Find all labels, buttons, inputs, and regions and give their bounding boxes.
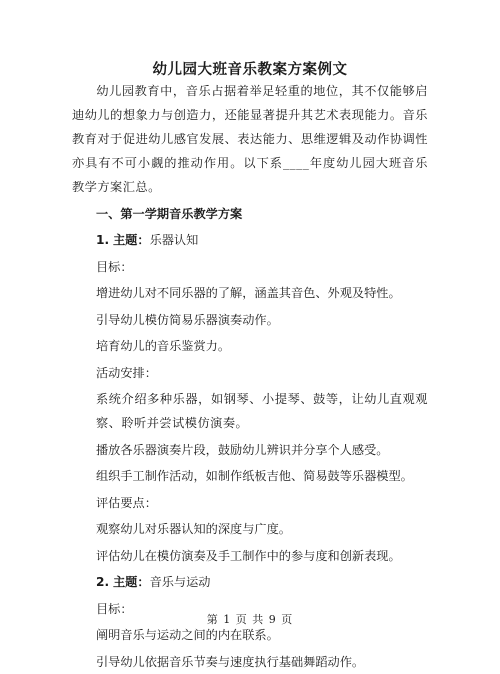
topic-2-goal-1: 阐明音乐与运动之间的内在联系。 [96,628,279,642]
page-footer: 第 1 页 共 9 页 [206,613,294,626]
topic-1-activity-1: 系统介绍多种乐器，如钢琴、小提琴、鼓等，让幼儿直观观察、聆听并尝试模仿演奏。 [96,392,428,430]
topic-2-number: 2. [96,575,110,589]
topic-1-eval-2: 评估幼儿在模仿演奏及手工制作中的参与度和创新表现。 [96,548,401,563]
topic-1-goal-3: 培育幼儿的音乐鉴赏力。 [96,339,231,353]
topic-1-value: 乐器认知 [149,233,199,247]
topic-1-number: 1. [96,233,110,247]
topic-1-activity-3: 组织手工制作活动，如制作纸板吉他、简易鼓等乐器模型。 [96,469,413,483]
topic-2-label: 主题： [113,575,150,589]
topic-2-value: 音乐与运动 [149,575,211,589]
topic-1-label: 主题： [113,233,150,247]
topic-1-goals-label: 目标： [96,259,133,274]
topic-1-goal-1: 增进幼儿对不同乐器的了解，涵盖其音色、外观及特性。 [96,286,401,300]
topic-2-heading [72,568,428,595]
section-heading: 一、第一学期音乐教学方案 [96,206,243,221]
topic-1-eval-label: 评估要点： [96,495,157,510]
topic-1-goal-2: 引导幼儿模仿简易乐器演奏动作。 [96,312,279,327]
intro-paragraph: 幼儿园教育中，音乐占据着举足轻重的地位，其不仅能够启迪幼儿的想象力与创造力，还能显著提升其艺术表现能力。音乐教育对于促进幼儿感官发展、表达能力、思维逻辑及动作协调性亦具有不可小觑的推动作用。以下系____年度幼儿园大班音乐教学方案汇总。 [72,84,428,194]
topic-1-activities-label: 活动安排： [96,365,157,380]
topic-1-heading [72,226,428,253]
topic-1-eval-1: 观察幼儿对乐器认知的深度与广度。 [96,522,291,536]
document-title: 幼儿园大班音乐教案方案例文 [152,62,348,78]
topic-2-goal-2: 引导幼儿依据音乐节奏与速度执行基础舞蹈动作。 [96,654,365,669]
topic-2-goals-label: 目标： [96,601,133,616]
topic-1-activity-2: 播放各乐器演奏片段，鼓励幼儿辨识并分享个人感受。 [96,442,389,457]
document-body [72,79,428,674]
